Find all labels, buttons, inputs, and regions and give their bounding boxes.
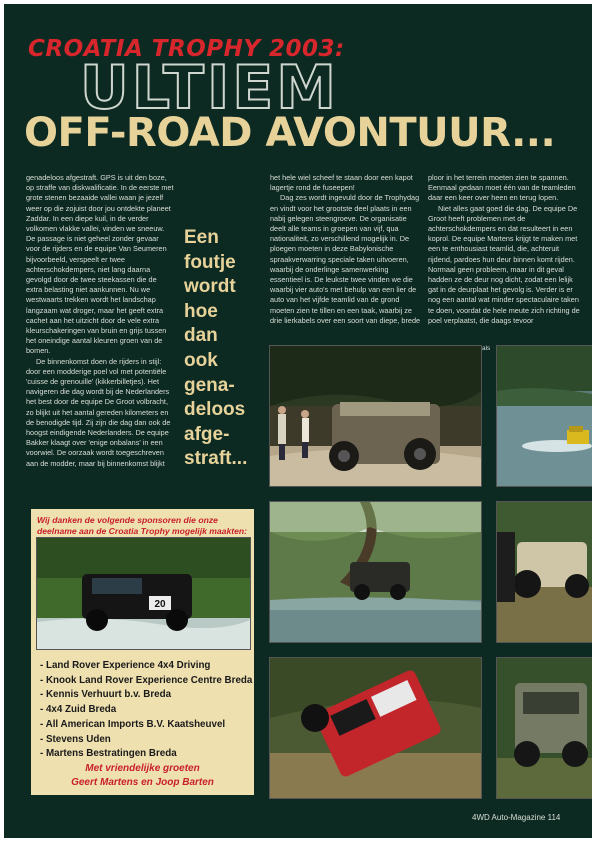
title-line-1: ULTIEM	[80, 53, 339, 123]
paragraph: De binnenkomst doen de rijders in stijl: door een modderige poel vol met potentiële 'cuisse de grenouille' (kikkerbilletjes). Het navigeren die dag wordt bij de Nederlanders het best door de equipe De Groot volbracht, zo blijkt uit het aantal gereden kilometers en de benodigde tijd. Zij zijn die dag dan ook de hoogst eindigende Nederlanders. De equipe Bakker klaagt over 'enige onbalans' in een voorwiel. De oorzaak wordt toegeschreven aan de modder, maar bij binnenkomst blijkt	[26, 356, 171, 468]
paragraph: Niet alles gaat goed die dag. De equipe De Groot heeft problemen met de achterschokdempers en dat resulteert in een koprol. De equipe Martens krijgt te maken met een te enthousiast teamlid, die, achteruit rijdend, pardoes hun deur binnen komt rijden. Normaal geen probleem, maar in dit geval hadden ze de deur nog dicht, zodat een lelijk gat in de deurplaat het gevolg is. Verder is er nog een aantal wat minder spectaculaire taken te doen, voordat de hele meute zich richting de poel verplaatst, die daags tevoor	[428, 203, 580, 325]
page-footer: 4WD Auto-Magazine 114	[472, 813, 561, 822]
photo-mud-truck	[496, 657, 592, 799]
greeting-line-2: Geert Martens en Joop Barten	[71, 777, 214, 788]
pull-quote-line: afge-	[184, 423, 230, 445]
photo-rollover	[269, 657, 482, 799]
sponsor-item: - Knook Land Rover Experience Centre Breda	[40, 674, 253, 686]
photo-sponsor-truck	[36, 537, 251, 650]
title-line-2: OFF-ROAD AVONTUUR...	[24, 110, 556, 156]
sponsor-item: - Land Rover Experience 4x4 Driving	[40, 660, 211, 671]
article-column-3	[428, 173, 580, 345]
article-column-1	[26, 173, 174, 503]
photo-rescue	[496, 501, 592, 643]
kicker-headline: CROATIA TROPHY 2003:	[28, 36, 345, 62]
paragraph: Dag zes wordt ingevuld door de Trophydag en vindt voor het grootste deel plaats in een nabij gelegen steengroeve. De organisatie deelt alle teams in groepen van vijf, qua nationaliteit, zo verschillend mogelijk in. De ploegen moeten in deze Babylonische spraakverwarring speciale taken uitvoeren, waarbij de onderlinge samenwerking essentieel is. De leukste twee vinden we die waarbij vier auto's met behulp van een lier de auto van het vijfde teamlid van de grond moeten zien te tillen en een taak, waarbij ze drie lierkabels over een soort van diepe, brede	[270, 193, 421, 325]
sponsor-item: - Kennis Verhuurt b.v. Breda	[40, 689, 172, 701]
pull-quote-line: straft...	[184, 448, 248, 470]
sponsor-item: - All American Imports B.V. Kaatsheuvel	[40, 718, 226, 730]
sponsor-item: - Stevens Uden	[40, 733, 111, 745]
pull-quote-line: gena-	[184, 374, 235, 396]
pull-quote-line: foutje	[184, 251, 236, 273]
pull-quote-line: dan	[184, 325, 218, 347]
pull-quote-line: hoe	[184, 300, 218, 322]
sponsor-item: - 4x4 Zuid Breda	[40, 704, 117, 716]
photo-water-crossing	[496, 345, 592, 487]
paragraph: ploor in het terrein moeten zien te spannen. Eenmaal gedaan moet één van de teamleden daar een keer over heen en terug lopen.	[428, 173, 576, 203]
article-column-2	[270, 173, 422, 339]
sponsor-heading: Wij danken de volgende sponsoren die onze deelname aan de Croatia Trophy mogelijk maakten:	[37, 515, 247, 536]
photo-truck-quarry	[269, 345, 482, 487]
greeting-line-1: Met vriendelijke groeten	[85, 763, 200, 774]
plate-number: 20	[154, 599, 166, 610]
sponsor-item: - Martens Bestratingen Breda	[40, 748, 177, 760]
pull-quote-line: deloos	[184, 399, 246, 421]
paragraph: het hele wiel scheef te staan door een kapot lagertje rond de fuseepen!	[270, 173, 413, 193]
paragraph: genadeloos afgestraft. GPS is uit den boze, op straffe van diskwalificatie. In de eerste met grote stenen bezaaide vallei waan je jezelf weer op die zojuist door jou ontdekte planeet Zaddar. In een diepe kuil, in de verder volkomen vlakke vallei, vinden we sneeuw. De passage is niet geheel zonder gevaar voor de rijders en de equipe Van Seumeren bijvoorbeeld, verspeelt er twee achterschokdempers, niet lang daarna gevolgd door de twee steekassen die de extra belasting niet aankunnen. Nu we westwaarts trekken wordt het landschap langzaam wat droger, maar het geeft extra cachet aan het uitzicht door de vele extra kleurschakeringen van bruin en grijs tussen het oneindige aantal kleuren groen van de bomen.	[26, 173, 174, 356]
pull-quote-line: wordt	[184, 276, 236, 298]
pull-quote	[184, 226, 254, 472]
pull-quote-line: ook	[184, 349, 218, 371]
continuation-text: als	[482, 345, 491, 352]
pull-quote-line: Een	[184, 227, 219, 248]
sponsor-box	[31, 509, 254, 795]
magazine-page	[4, 4, 592, 838]
photo-river-tree	[269, 501, 482, 643]
sponsor-list	[40, 659, 252, 762]
